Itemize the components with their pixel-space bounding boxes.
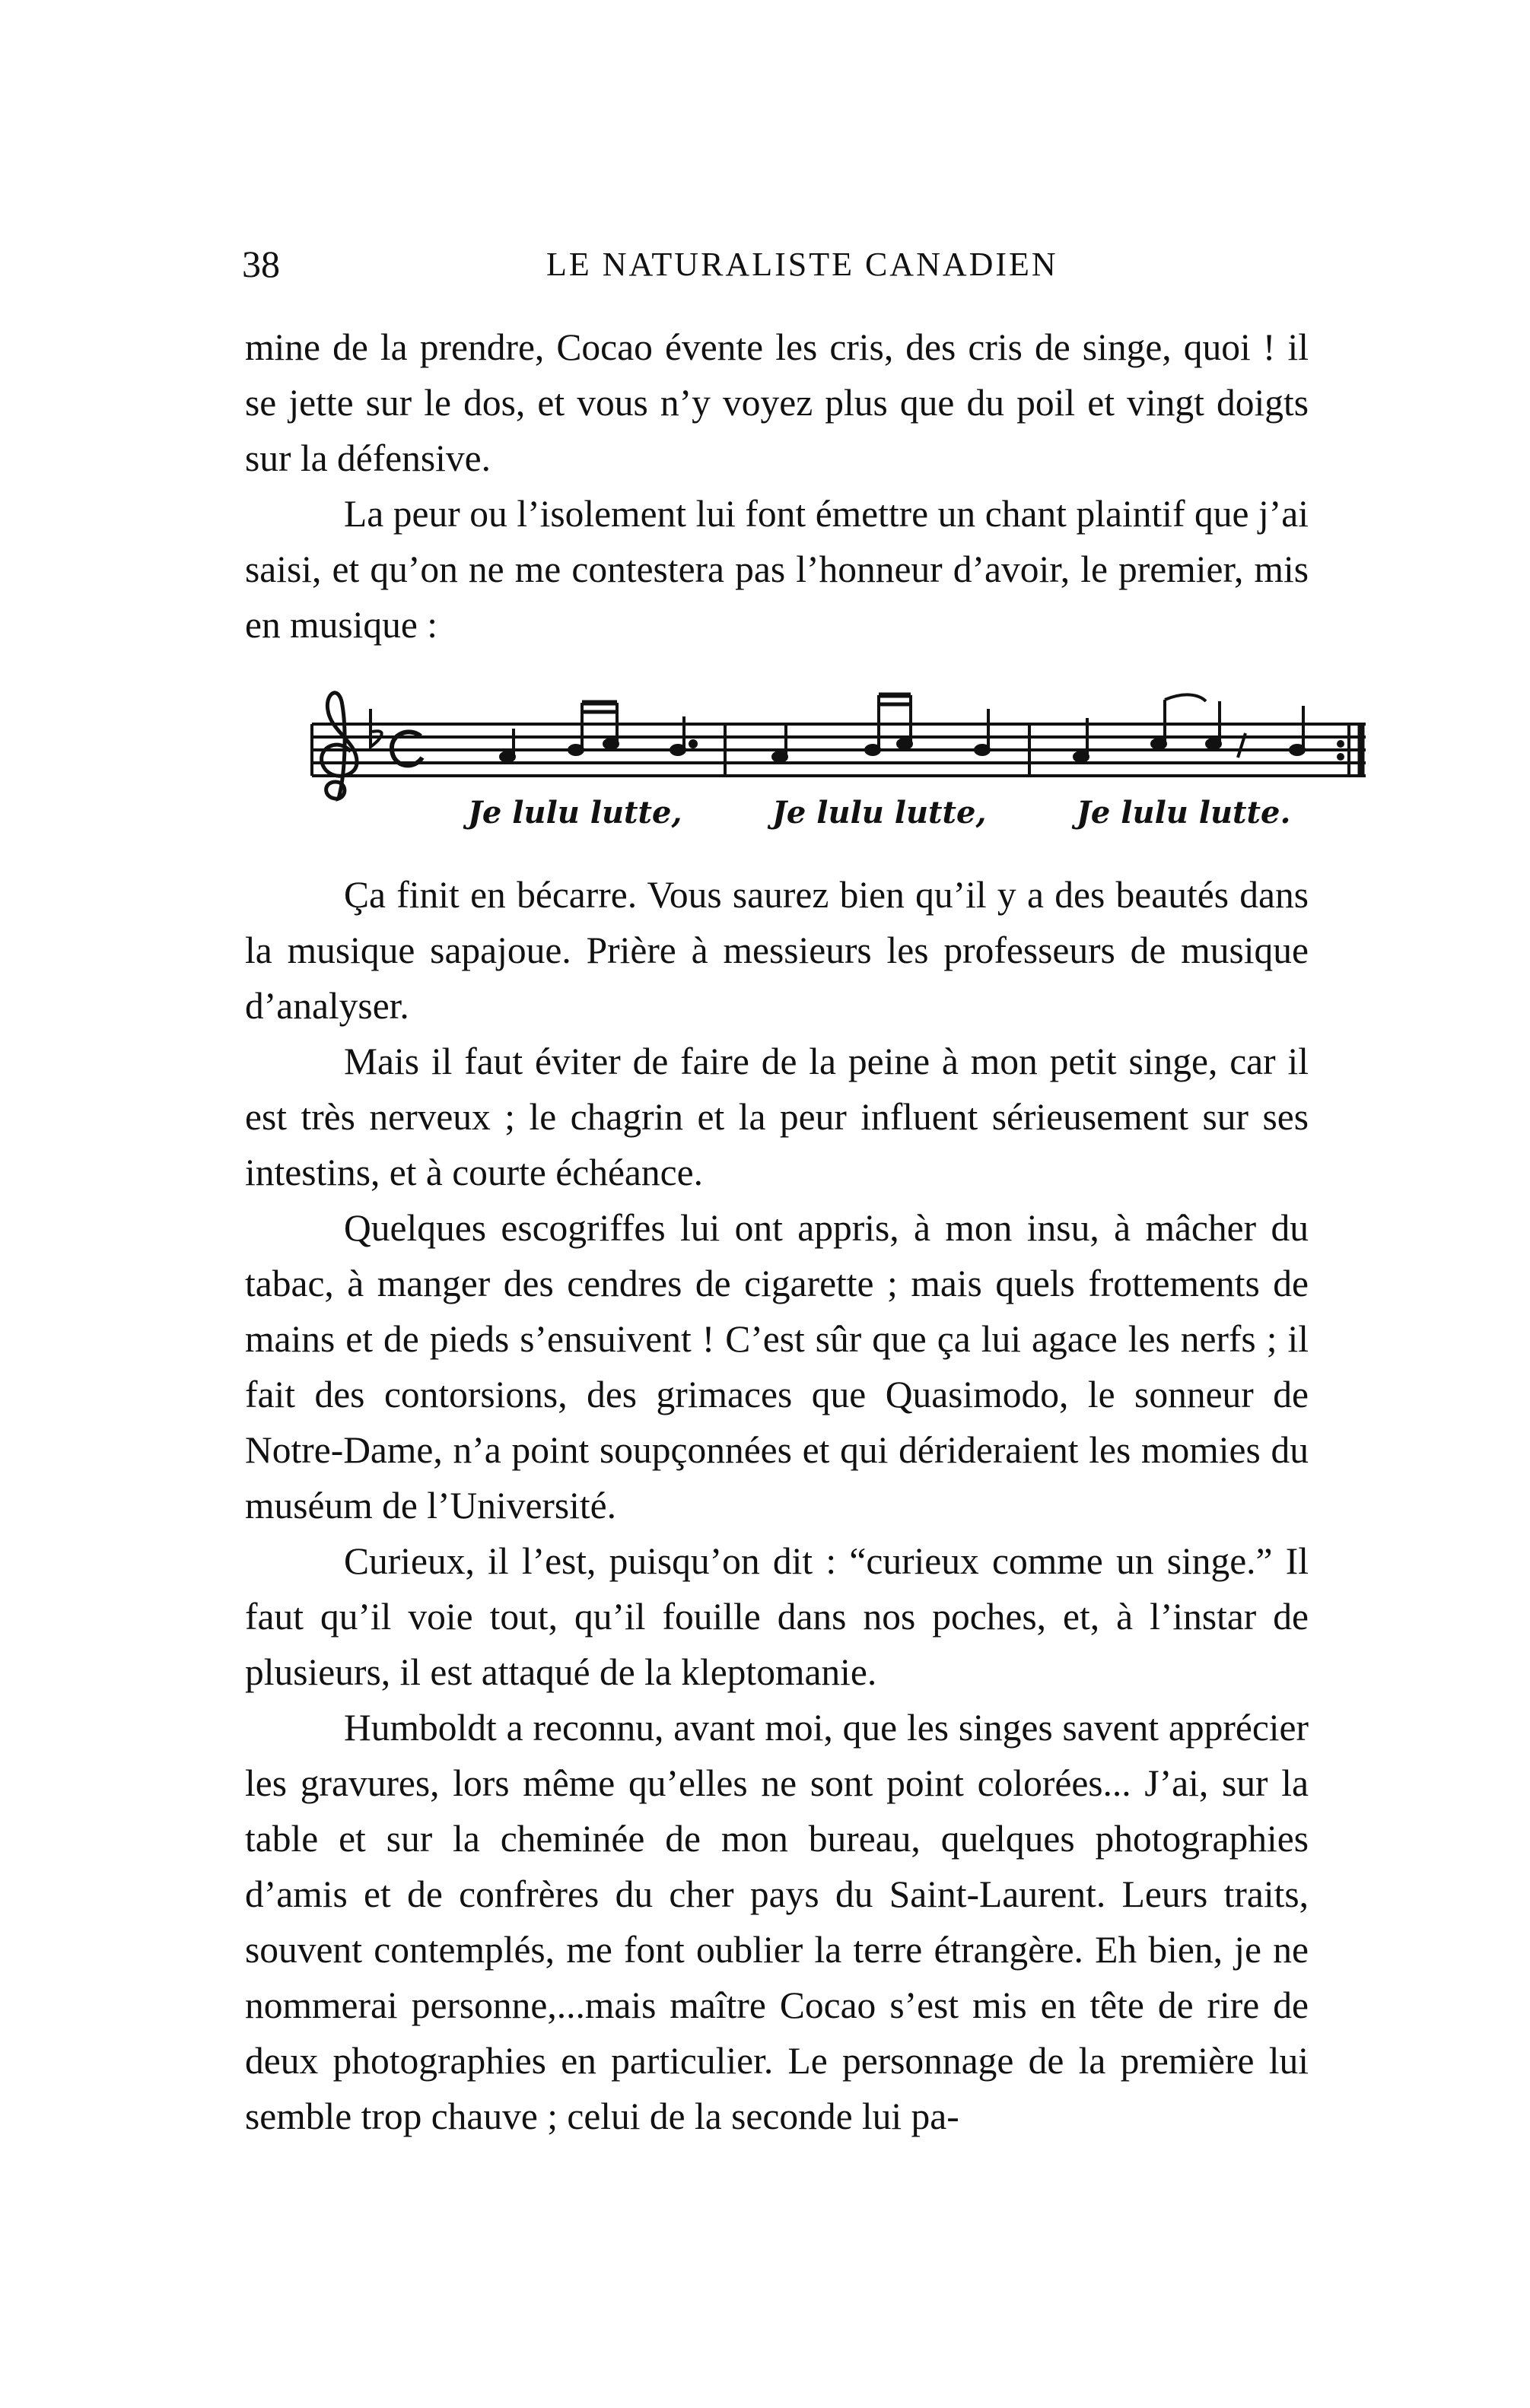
- paragraph: mine de la prendre, Cocao évente les cris, des cris de singe, quoi ! il se jette sur le dos, et vous n’y voyez plus que du poil et vingt doigts sur la défensive.: [245, 326, 1309, 479]
- lyric-2: Je lulu lutte,: [772, 795, 987, 831]
- lyric-1: Je lulu lutte,: [468, 795, 682, 831]
- music-notation: [308, 678, 1388, 853]
- music-lyrics: [463, 795, 1290, 831]
- paragraph: Quelques escogriffes lui ont appris, à mon insu, à mâcher du tabac, à manger des cendres de cigarette ; mais quels frottements de mains et de pieds s’ensuivent ! C’est sûr que ça lui agace les nerfs ; il fait des contorsions, des grimaces que Quasimodo, le sonneur de Notre-Dame, n’a point soupçonnées et qui dérideraient les momies du muséum de l’Université.: [245, 1207, 1309, 1526]
- treble-clef-icon: [322, 693, 357, 799]
- paragraph: Mais il faut éviter de faire de la peine à mon petit singe, car il est très nerveux ; le chagrin et la peur influent sérieusement sur ses intestins, et à courte échéance.: [245, 1040, 1309, 1193]
- lyric-3: Je lulu lutte.: [1077, 795, 1291, 831]
- page-number: 38: [242, 243, 280, 285]
- page-header: [242, 242, 1307, 295]
- text-block-bottom: [245, 867, 1309, 2144]
- music-staff-figure: [308, 678, 1388, 853]
- paragraph: Curieux, il l’est, puisqu’on dit : “curieux comme un singe.” Il faut qu’il voie tout, qu’il fouille dans nos poches, et, à l’instar de plusieurs, il est attaqué de la kleptomanie.: [245, 1540, 1309, 1693]
- running-title: LE NATURALISTE CANADIEN: [546, 246, 1058, 283]
- flat-sign-icon: [371, 709, 382, 747]
- notes-measure-1: [501, 703, 696, 761]
- text-block-top: [245, 319, 1309, 653]
- paragraph: Ça finit en bécarre. Vous saurez bien qu’il y a des beautés dans la musique sapajoue. Prière à messieurs les professeurs de musique d’analyser.: [245, 874, 1309, 1027]
- paragraph: La peur ou l’isolement lui font émettre un chant plaintif que j’ai saisi, et qu’on ne me contestera pas l’honneur d’avoir, le premier, mis en musique :: [245, 493, 1309, 646]
- paragraph: Humboldt a reconnu, avant moi, que les singes savent apprécier les gravures, lors même qu’elles ne sont point colorées... J’ai, sur la table et sur la cheminée de mon bureau, quelques photographies d’amis et de confrères du cher pays du Saint-Laurent. Leurs traits, souvent contemplés, me font oublier la terre étrangère. Eh bien, je ne nommerai personne,...mais maître Cocao s’est mis en tête de rire de deux photographies en particulier. Le personnage de la première lui semble trop chauve ; celui de la seconde lui pa-: [245, 1707, 1309, 2137]
- staff-lines: [312, 724, 1366, 776]
